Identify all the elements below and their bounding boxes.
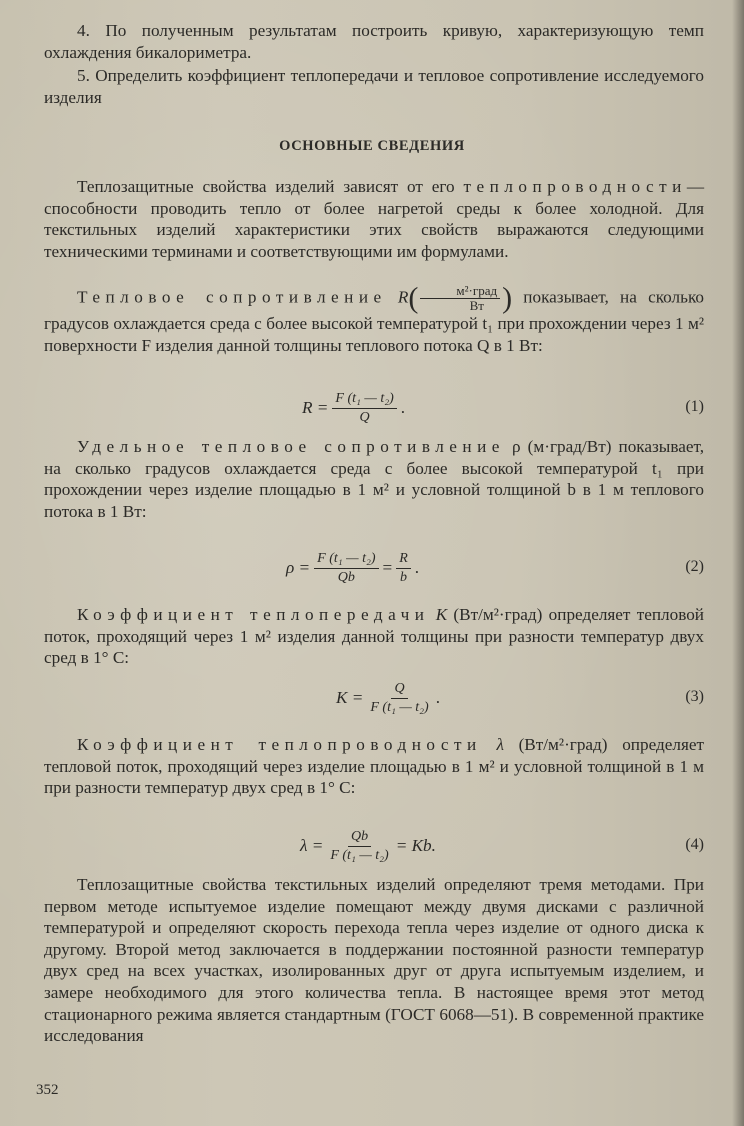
intro-item-4: 4. По полученным результатам построить кривую, характеризующую темп охлаждения бикалориметра.	[44, 21, 704, 62]
formula-4	[44, 824, 704, 868]
formula-2	[44, 546, 704, 590]
para4-unit: (Вт/м²·град)	[453, 605, 543, 624]
formula-3-denominator: F (t₁ — t₂)	[370, 699, 429, 715]
formula-2-number: (2)	[685, 558, 704, 575]
formula-3	[44, 676, 704, 720]
formula-2-equals: =	[382, 558, 393, 577]
unit-numerator: м²·град	[420, 284, 500, 299]
formula-2-numerator: F (t₁ — t₂)	[314, 551, 378, 569]
symbol-lambda: λ	[496, 735, 504, 754]
formula-4-number: (4)	[685, 836, 704, 853]
symbol-r: R	[397, 287, 409, 307]
para4-rest: определяет тепловой поток, проходящий через 1 м² изделия данной толщины при разности температур двух сред в 1° С:	[44, 605, 704, 668]
para5-rest: определяет тепловой поток, проходящий через изделие площадью в 1 м² и условной толщиной в 1 м при разности температур двух сред в 1° С:	[44, 735, 704, 798]
term-conductivity-coefficient: Коэффициент теплопроводности	[77, 735, 482, 754]
formula-4-tail: = Kb.	[395, 836, 436, 855]
page-number: 352	[36, 1082, 59, 1098]
para3-rest: ρ (м·град/Вт) показывает, на сколько градусов охлаждается среда с более высокой температурой t₁ при прохождении через изделие площадью в 1 м² и условной толщиной b в 1 м теплового потока в 1 Вт:	[44, 437, 705, 521]
formula-2-lhs: ρ =	[286, 558, 311, 577]
para6-text: Теплозащитные свойства текстильных изделий определяют тремя методами. При первом методе испытуемое изделие помещают между двумя дисками с различной температурой и определяют скорость перехода тепла через изделие от одного диска к другому. Второй метод заключается в поддержании постоянной разности температур двух сред на всех участках, изолированных друг от друга испытуемым изделием, и замере необходимого для этого количества тепла. В настоящее время этот метод стационарного режима является стандартным (ГОСТ 6068—51). В современной практике исследования	[44, 875, 704, 1046]
intro-list	[44, 20, 704, 108]
formula-1-number: (1)	[685, 398, 704, 415]
paragraph-heat-transfer	[44, 604, 704, 669]
term-thermal-conductivity: теплопроводности	[463, 177, 687, 196]
para2-tail: показывает,	[523, 287, 609, 307]
intro-item-5: 5. Определить коэффициент теплопередачи и тепловое сопротивление исследуемого изделия	[44, 66, 704, 107]
paragraph-conductivity	[44, 734, 704, 799]
para2-rest: на сколько градусов охлаждается среда с более высокой температурой t₁ при прохождении через 1 м² поверхности F изделия данной толщины теплового потока Q в 1 Вт:	[44, 287, 705, 355]
formula-2-denominator: Qb	[337, 569, 355, 585]
term-heat-transfer-coefficient: Коэффициент теплопередачи	[77, 605, 430, 624]
formula-4-numerator: Qb	[348, 829, 371, 847]
para1-lead: Теплозащитные свойства изделий зависят от его	[77, 177, 464, 196]
formula-2-numerator-2: R	[396, 551, 411, 569]
paragraph-thermal-resistance: Тепловое сопротивление R( $\frac{\text{м²·град}}{Вт}$ ) показывает, на сколько градусов охлаждается среда с более высокой температурой t₁ при прохождении через 1 м² поверхности F изделия данной толщины теплового потока Q в 1 Вт:	[44, 281, 705, 355]
formula-4-lhs: λ =	[300, 836, 324, 855]
paragraph-specific-resistance	[44, 436, 704, 522]
formula-3-tail: .	[435, 688, 440, 707]
unit-fraction	[420, 284, 500, 313]
formula-3-numerator: Q	[391, 681, 407, 699]
symbol-k: K	[435, 605, 448, 624]
formula-1-denominator: Q	[359, 409, 370, 425]
formula-1	[44, 386, 704, 430]
paragraph-methods	[44, 874, 704, 1047]
section-heading: ОСНОВНЫЕ СВЕДЕНИЯ	[279, 138, 465, 154]
formula-3-number: (3)	[685, 688, 704, 705]
unit-denominator: Вт	[469, 298, 484, 313]
paragraph-heat-protection	[44, 176, 704, 262]
formula-1-tail: .	[400, 398, 406, 417]
formula-2-tail: .	[414, 558, 420, 577]
formula-3-lhs: K =	[336, 688, 364, 707]
para1-rest: —способности проводить тепло от более нагретой среды к более холодной. Для текстильных изделий характеристики этих свойств выражаются следующими техническими терминами и соответствующими им формулами.	[44, 177, 704, 261]
formula-4-denominator: F (t₁ — t₂)	[330, 847, 389, 863]
page-edge-shadow	[732, 0, 744, 1126]
para5-unit: (Вт/м²·град)	[518, 735, 608, 754]
formula-1-numerator: F (t₁ — t₂)	[332, 391, 396, 409]
formula-1-lhs: R =	[302, 398, 329, 417]
term-specific-resistance: Удельное тепловое сопротивление	[77, 437, 505, 456]
term-thermal-resistance: Тепловое сопротивление	[77, 287, 387, 307]
formula-2-denominator-2: b	[399, 569, 407, 585]
